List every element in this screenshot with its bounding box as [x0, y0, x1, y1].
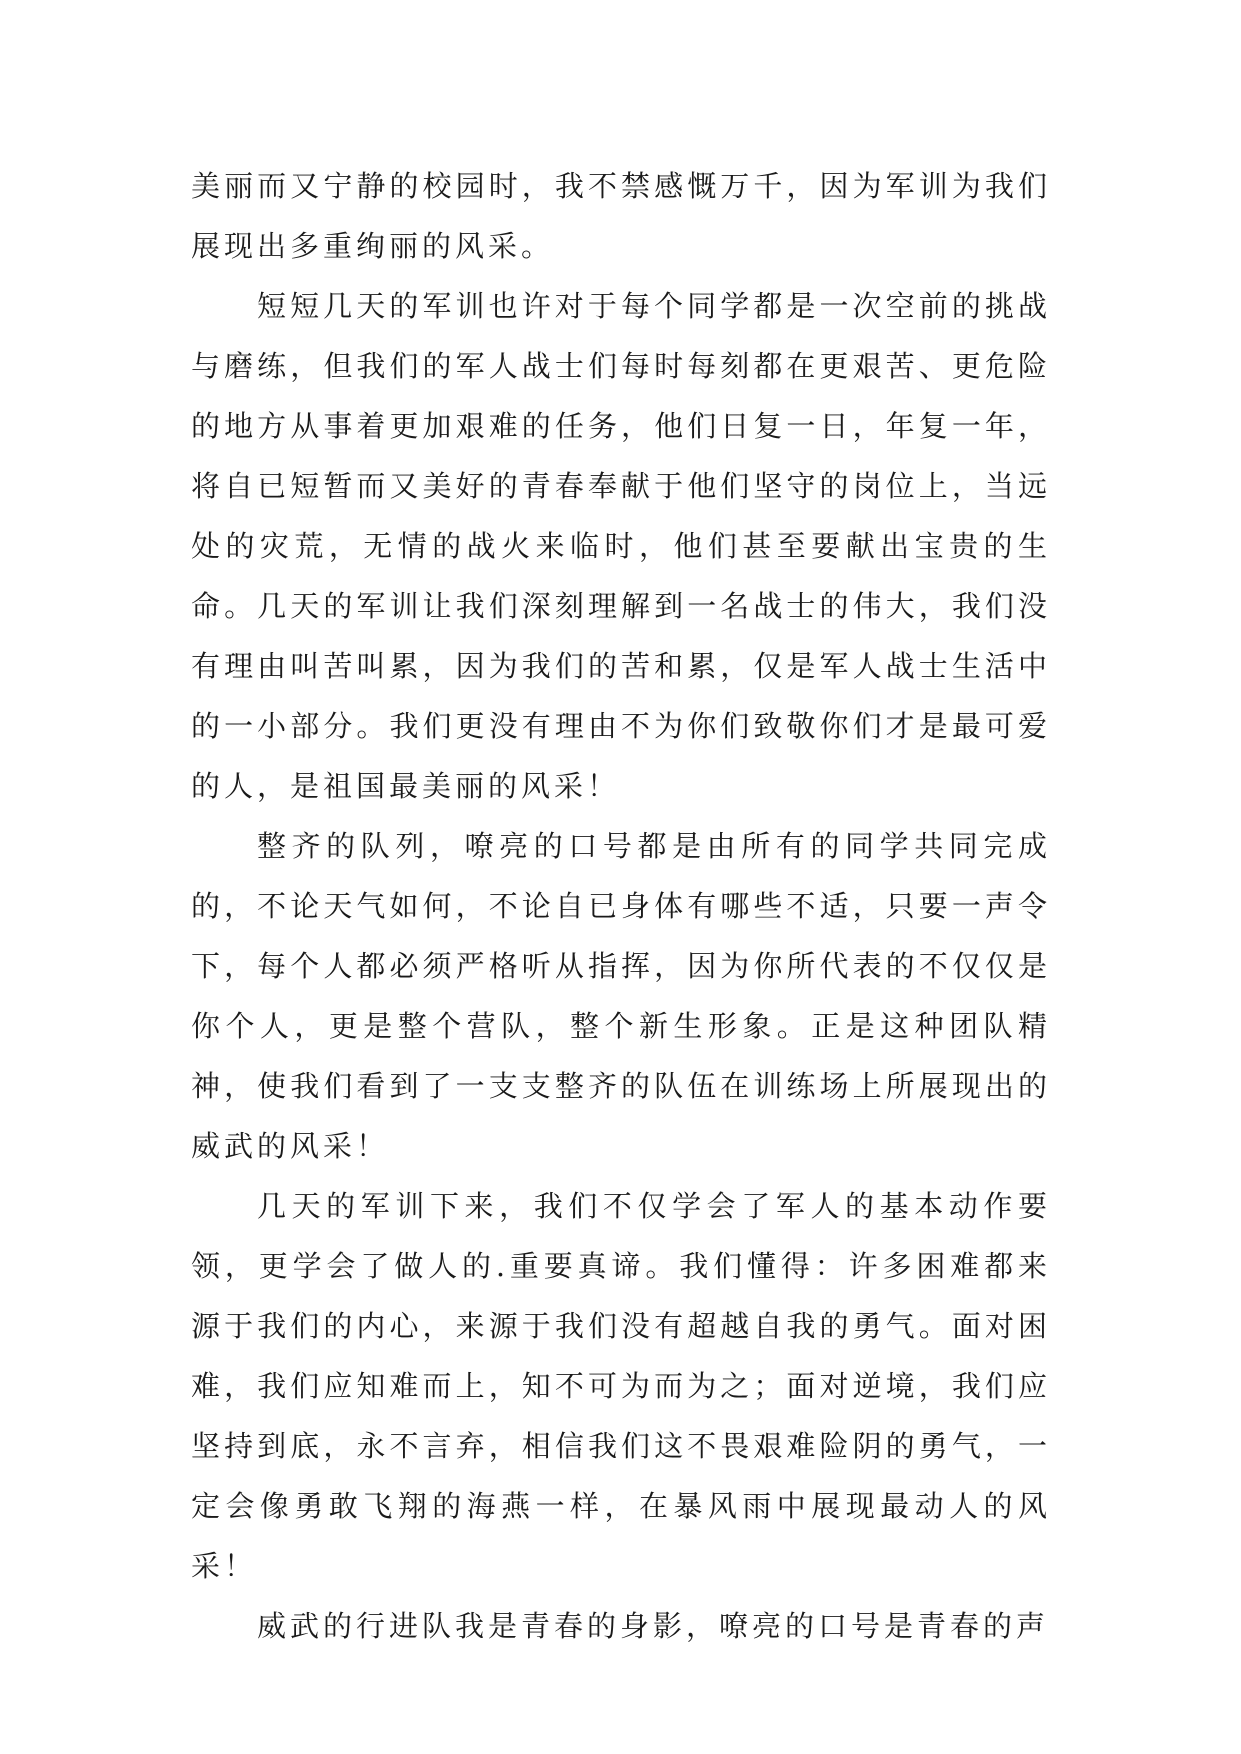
paragraph-5: 威武的行进队我是青春的身影，嘹亮的口号是青春的声 [257, 1609, 1050, 1643]
paragraph-4: 几天的军训下来，我们不仅学会了军人的基本动作要领，更学会了做人的.重要真谛。我们懂得：许多困难都来源于我们的内心，来源于我们没有超越自我的勇气。面对困难，我们应知难而上，知不可为而为之；面对逆境，我们应坚持到底，永不言弃，相信我们这不畏艰难险阴的勇气，一定会像勇敢飞翔的海燕一样，在暴风雨中展现最动人的风采！ [191, 1189, 1051, 1583]
body-text [191, 156, 1051, 1656]
paragraph-3: 整齐的队列，嘹亮的口号都是由所有的同学共同完成的，不论天气如何，不论自已身体有哪些不适，只要一声令下，每个人都必须严格听从指挥，因为你所代表的不仅仅是你个人，更是整个营队，整个新生形象。正是这种团队精神，使我们看到了一支支整齐的队伍在训练场上所展现出的威武的风采！ [191, 829, 1051, 1163]
paragraph-1: 美丽而又宁静的校园时，我不禁感慨万千，因为军训为我们展现出多重绚丽的风采。 [191, 169, 1051, 263]
paragraph-2: 短短几天的军训也许对于每个同学都是一次空前的挑战与磨练，但我们的军人战士们每时每刻都在更艰苦、更危险的地方从事着更加艰难的任务，他们日复一日，年复一年，将自已短暂而又美好的青春奉献于他们坚守的岗位上，当远处的灾荒，无情的战火来临时，他们甚至要献出宝贵的生命。几天的军训让我们深刻理解到一名战士的伟大，我们没有理由叫苦叫累，因为我们的苦和累，仅是军人战士生活中的一小部分。我们更没有理由不为你们致敬你们才是最可爱的人，是祖国最美丽的风采！ [191, 289, 1051, 803]
